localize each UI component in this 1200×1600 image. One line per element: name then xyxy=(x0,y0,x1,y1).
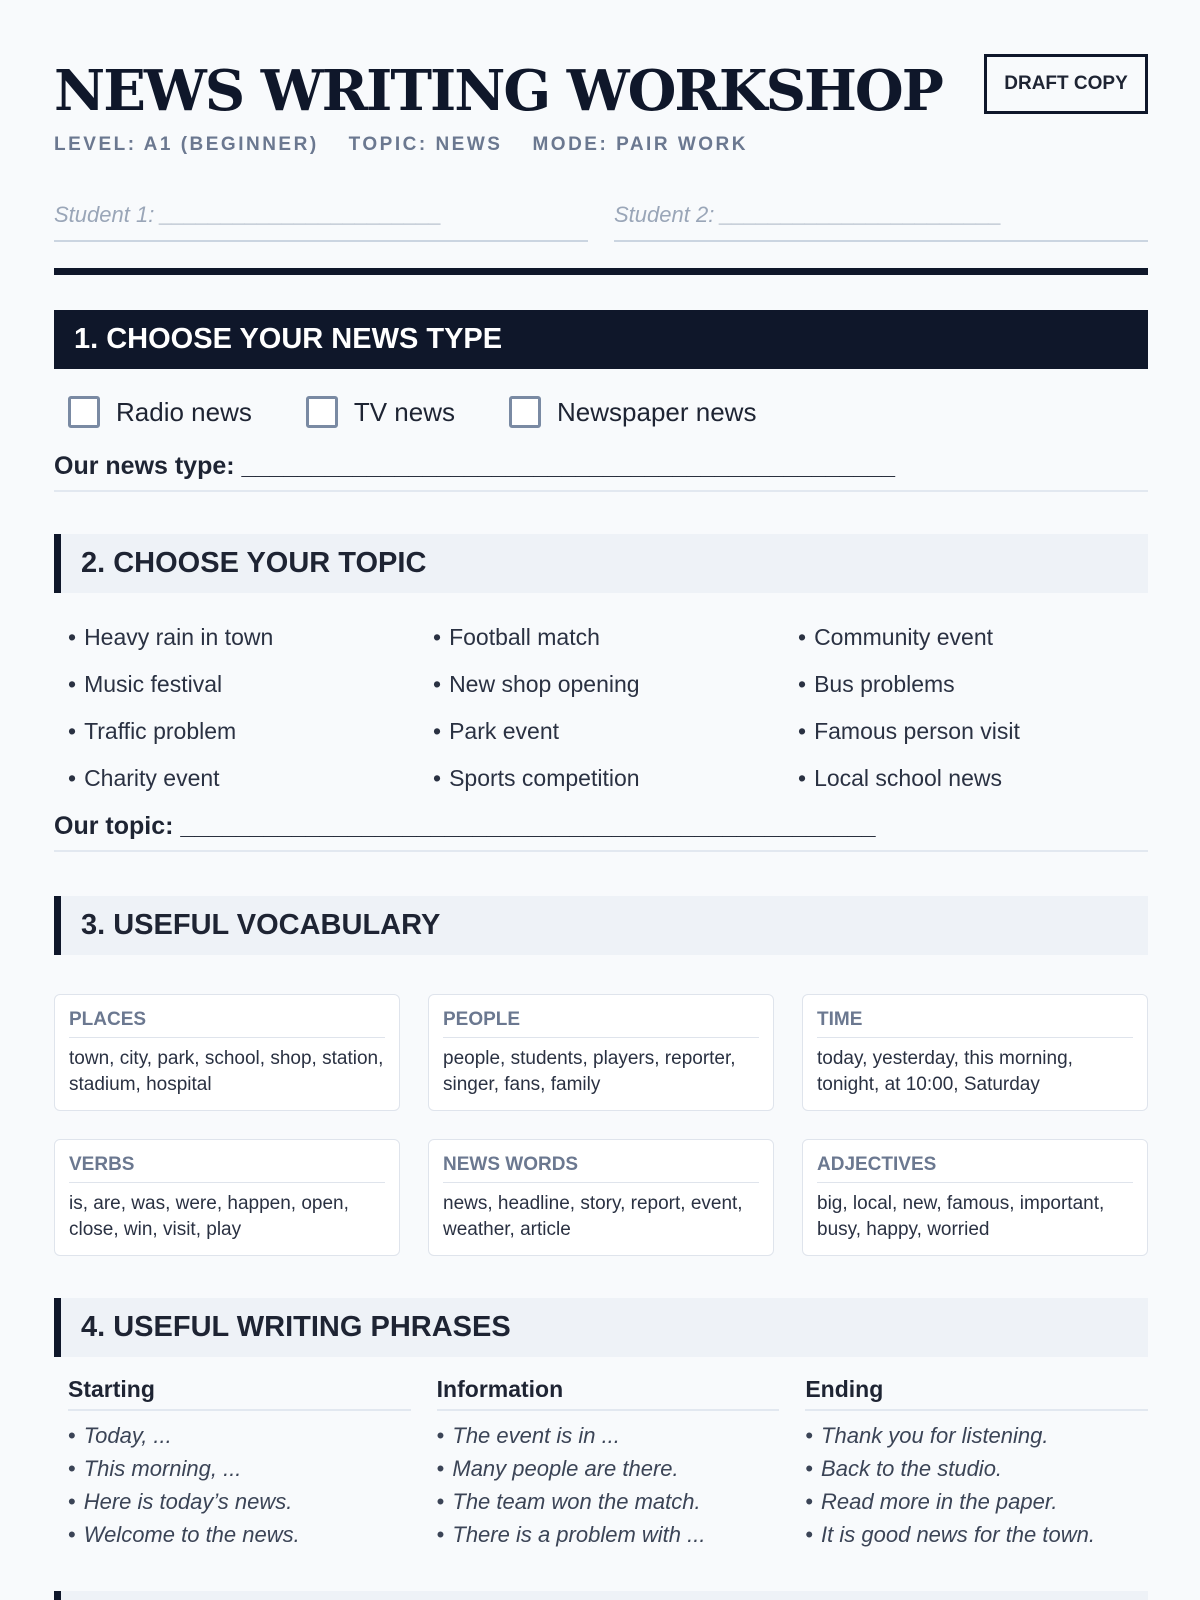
page-title: NEWS WRITING WORKSHOP xyxy=(54,58,942,124)
vocab-card-title: PEOPLE xyxy=(443,1009,759,1038)
list-item: • Community event xyxy=(798,622,1148,652)
next-section-header xyxy=(54,1591,1148,1600)
list-item: • Football match xyxy=(433,622,798,652)
phrase-item: • Thank you for listening. xyxy=(805,1419,1148,1452)
phrases-column-title: Information xyxy=(437,1376,780,1411)
list-item: • Heavy rain in town xyxy=(68,622,433,652)
phrase-item: • There is a problem with ... xyxy=(437,1518,780,1551)
vocab-card-adjectives xyxy=(802,1139,1148,1256)
phrases-column-title: Starting xyxy=(68,1376,411,1411)
vocab-card-text: people, students, players, reporter, singer, fans, family xyxy=(443,1048,736,1095)
list-item: • Sports competition xyxy=(433,763,798,793)
phrase-item: • Here is today’s news. xyxy=(68,1485,411,1518)
list-item: • Famous person visit xyxy=(798,716,1148,746)
phrase-item: • The team won the match. xyxy=(437,1485,780,1518)
option-label: TV news xyxy=(353,396,456,427)
phrase-item: • The event is in ... xyxy=(437,1419,780,1452)
checkbox[interactable] xyxy=(509,396,541,428)
phrase-item: • Read more in the paper. xyxy=(805,1485,1148,1518)
topic-answer-line[interactable]: Our topic: __________________________________________________ xyxy=(54,812,1148,852)
option-radio-news[interactable] xyxy=(68,396,252,428)
phrases-column-information xyxy=(437,1376,780,1551)
news-type-answer-line[interactable]: Our news type: _______________________________________________ xyxy=(54,452,1148,492)
vocab-row-2 xyxy=(54,1139,1148,1256)
worksheet-meta xyxy=(54,134,748,156)
header-divider xyxy=(54,268,1148,275)
vocab-card-places xyxy=(54,994,400,1111)
vocab-card-title: ADJECTIVES xyxy=(817,1154,1133,1183)
vocab-card-news-words xyxy=(428,1139,774,1256)
vocab-card-title: NEWS WORDS xyxy=(443,1154,759,1183)
option-label: Newspaper news xyxy=(557,396,757,427)
checkbox[interactable] xyxy=(306,396,338,428)
vocab-card-text: big, local, new, famous, important, busy, happy, worried xyxy=(817,1193,1105,1240)
phrases-grid xyxy=(68,1376,1148,1551)
section-4-header: 4. USEFUL WRITING PHRASES xyxy=(54,1298,1148,1357)
phrase-item: • Today, ... xyxy=(68,1419,411,1452)
news-type-options xyxy=(68,396,810,428)
meta-level: LEVEL: A1 (BEGINNER) xyxy=(54,134,319,155)
list-item: • Park event xyxy=(433,716,798,746)
draft-badge: DRAFT COPY xyxy=(984,54,1148,114)
section-2-header: 2. CHOOSE YOUR TOPIC xyxy=(54,534,1148,593)
list-item: • Bus problems xyxy=(798,669,1148,699)
option-tv-news[interactable] xyxy=(306,396,455,428)
vocab-card-verbs xyxy=(54,1139,400,1256)
phrases-column-starting xyxy=(68,1376,411,1551)
phrases-column-ending xyxy=(805,1376,1148,1551)
vocab-row-1 xyxy=(54,994,1148,1111)
option-newspaper-news[interactable] xyxy=(509,396,756,428)
vocab-card-text: is, are, was, were, happen, open, close, win, visit, play xyxy=(69,1193,349,1240)
section-1-header: 1. CHOOSE YOUR NEWS TYPE xyxy=(54,310,1148,369)
vocab-card-title: VERBS xyxy=(69,1154,385,1183)
list-item: • New shop opening xyxy=(433,669,798,699)
vocab-card-time xyxy=(802,994,1148,1111)
phrase-item: • This morning, ... xyxy=(68,1452,411,1485)
phrase-item: • It is good news for the town. xyxy=(805,1518,1148,1551)
vocab-card-people xyxy=(428,994,774,1111)
checkbox[interactable] xyxy=(68,396,100,428)
vocab-card-text: today, yesterday, this morning, tonight, at 10:00, Saturday xyxy=(817,1048,1073,1095)
list-item: • Local school news xyxy=(798,763,1148,793)
vocab-card-title: PLACES xyxy=(69,1009,385,1038)
vocab-card-text: news, headline, story, report, event, weather, article xyxy=(443,1193,743,1240)
student-1-field[interactable]: Student 1: _______________________ xyxy=(54,202,588,242)
list-item: • Traffic problem xyxy=(68,716,433,746)
topic-list xyxy=(68,622,1148,793)
meta-topic: TOPIC: NEWS xyxy=(348,134,503,155)
list-item: • Charity event xyxy=(68,763,433,793)
student-2-field[interactable]: Student 2: _______________________ xyxy=(614,202,1148,242)
vocab-card-text: town, city, park, school, shop, station, stadium, hospital xyxy=(69,1048,384,1095)
phrase-item: • Back to the studio. xyxy=(805,1452,1148,1485)
meta-mode: MODE: PAIR WORK xyxy=(532,134,748,155)
phrase-item: • Welcome to the news. xyxy=(68,1518,411,1551)
section-3-header: 3. USEFUL VOCABULARY xyxy=(54,896,1148,955)
option-label: Radio news xyxy=(116,396,252,427)
worksheet-page xyxy=(54,0,1148,1600)
vocab-card-title: TIME xyxy=(817,1009,1133,1038)
list-item: • Music festival xyxy=(68,669,433,699)
phrase-item: • Many people are there. xyxy=(437,1452,780,1485)
phrases-column-title: Ending xyxy=(805,1376,1148,1411)
